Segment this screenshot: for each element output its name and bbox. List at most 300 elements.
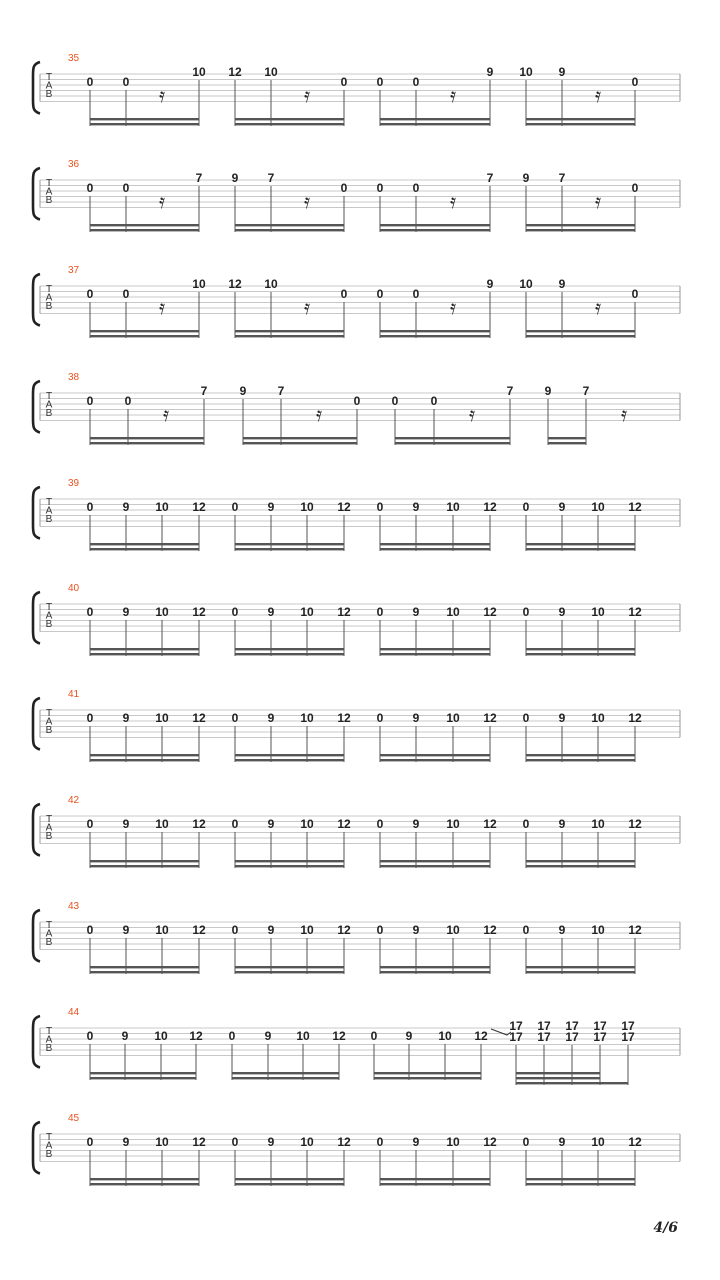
tab-clef-letter: T <box>45 72 53 83</box>
fret-number: 9 <box>122 500 130 514</box>
fret-number: 0 <box>231 711 239 725</box>
tab-system <box>33 795 680 868</box>
measure-number: 40 <box>68 583 80 594</box>
fret-number: 0 <box>376 287 384 301</box>
beam <box>90 754 199 756</box>
fret-number: 0 <box>376 923 384 937</box>
fret-number: 0 <box>231 817 239 831</box>
fret-number: 10 <box>300 605 314 619</box>
fret-number: 10 <box>446 605 460 619</box>
beam <box>235 123 344 125</box>
fret-number: 9 <box>267 817 275 831</box>
tab-system <box>33 478 680 551</box>
tab-clef-letter: T <box>45 708 53 719</box>
beam <box>380 754 490 756</box>
beam <box>516 1077 600 1079</box>
fret-number: 0 <box>376 181 384 195</box>
tab-clef-letter: T <box>45 920 53 931</box>
tab-system <box>33 901 680 974</box>
tab-clef-letter: T <box>45 814 53 825</box>
fret-number: 0 <box>86 1029 94 1043</box>
fret-number: 17 <box>537 1019 551 1033</box>
fret-number: 10 <box>591 817 605 831</box>
beam <box>548 442 586 444</box>
tab-clef-letter: B <box>45 937 53 948</box>
tab-clef-letter: A <box>45 822 53 834</box>
beam <box>380 971 490 973</box>
fret-number: 9 <box>122 817 130 831</box>
fret-number: 0 <box>340 287 348 301</box>
fret-number: 9 <box>544 384 552 398</box>
beam <box>516 1082 628 1084</box>
system-bracket <box>33 592 40 644</box>
beam <box>235 648 344 650</box>
fret-number: 9 <box>122 605 130 619</box>
fret-number: 10 <box>155 817 169 831</box>
beam <box>235 860 344 862</box>
fret-number: 10 <box>192 65 206 79</box>
beam <box>526 1183 635 1185</box>
fret-number: 12 <box>192 711 206 725</box>
beam <box>526 648 635 650</box>
sixteenth-rest: 𝄿 <box>594 83 602 107</box>
fret-number: 0 <box>231 605 239 619</box>
beam <box>90 543 199 545</box>
fret-number: 10 <box>155 605 169 619</box>
fret-number: 12 <box>628 500 642 514</box>
beam <box>235 543 344 545</box>
fret-number: 0 <box>340 181 348 195</box>
sixteenth-rest: 𝄿 <box>468 402 476 426</box>
fret-number: 0 <box>430 394 438 408</box>
beam <box>526 543 635 545</box>
fret-number: 9 <box>412 711 420 725</box>
beam <box>526 118 635 120</box>
beam <box>380 966 490 968</box>
fret-number: 9 <box>412 923 420 937</box>
fret-number: 10 <box>155 923 169 937</box>
beam <box>90 1178 199 1180</box>
beam <box>526 1178 635 1180</box>
fret-number: 10 <box>155 711 169 725</box>
beam <box>548 437 586 439</box>
beam <box>395 437 510 439</box>
sixteenth-rest: 𝄿 <box>315 402 323 426</box>
fret-number: 0 <box>86 394 94 408</box>
beam <box>232 1072 339 1074</box>
system-bracket <box>33 1122 40 1174</box>
sixteenth-rest: 𝄿 <box>449 189 457 213</box>
fret-number: 12 <box>628 923 642 937</box>
fret-number: 9 <box>412 500 420 514</box>
fret-number: 12 <box>337 817 351 831</box>
fret-number: 7 <box>558 171 566 185</box>
beam <box>380 229 490 231</box>
beam <box>235 118 344 120</box>
fret-number: 17 <box>621 1019 635 1033</box>
fret-number: 0 <box>124 394 132 408</box>
fret-number: 0 <box>86 817 94 831</box>
fret-number: 0 <box>522 605 530 619</box>
beam <box>235 966 344 968</box>
fret-number: 9 <box>122 923 130 937</box>
fret-number: 12 <box>192 817 206 831</box>
system-bracket <box>33 698 40 750</box>
tab-clef-letter: T <box>45 602 53 613</box>
fret-number: 0 <box>522 711 530 725</box>
tab-clef-letter: B <box>45 301 53 312</box>
fret-number: 12 <box>628 605 642 619</box>
fret-number: 12 <box>628 1135 642 1149</box>
fret-number: 10 <box>591 1135 605 1149</box>
fret-number: 9 <box>231 171 239 185</box>
measure-number: 36 <box>68 159 80 170</box>
measure-number: 45 <box>68 1113 80 1124</box>
fret-number: 12 <box>483 605 497 619</box>
fret-number: 9 <box>558 817 566 831</box>
fret-number: 12 <box>483 923 497 937</box>
fret-number: 9 <box>412 605 420 619</box>
system-bracket <box>33 381 40 433</box>
fret-number: 12 <box>228 65 242 79</box>
fret-number: 0 <box>86 605 94 619</box>
tab-clef-letter: B <box>45 619 53 630</box>
beam <box>380 335 490 337</box>
beam <box>90 1072 196 1074</box>
fret-number: 9 <box>412 1135 420 1149</box>
beam <box>380 548 490 550</box>
tab-clef-letter: T <box>45 178 53 189</box>
sixteenth-rest: 𝄿 <box>594 189 602 213</box>
beam <box>380 1183 490 1185</box>
beam <box>380 865 490 867</box>
fret-number: 17 <box>509 1019 523 1033</box>
beam <box>526 860 635 862</box>
system-bracket <box>33 168 40 220</box>
fret-number: 17 <box>593 1019 607 1033</box>
fret-number: 12 <box>474 1029 488 1043</box>
fret-number: 0 <box>522 817 530 831</box>
tab-system <box>33 265 680 338</box>
fret-number: 10 <box>446 1135 460 1149</box>
fret-number: 12 <box>483 1135 497 1149</box>
fret-number: 10 <box>155 500 169 514</box>
fret-number: 0 <box>86 711 94 725</box>
fret-number: 9 <box>486 65 494 79</box>
fret-number: 17 <box>565 1030 579 1044</box>
measure-number: 38 <box>68 372 80 383</box>
measure-number: 39 <box>68 478 80 489</box>
tab-clef-letter: A <box>45 292 53 304</box>
beam <box>526 971 635 973</box>
fret-number: 9 <box>486 277 494 291</box>
fret-number: 9 <box>267 500 275 514</box>
fret-number: 12 <box>332 1029 346 1043</box>
tab-system <box>33 159 680 232</box>
beam <box>90 971 199 973</box>
tab-clef-letter: B <box>45 89 53 100</box>
sixteenth-rest: 𝄿 <box>158 189 166 213</box>
fret-number: 7 <box>200 384 208 398</box>
fret-number: 0 <box>391 394 399 408</box>
fret-number: 10 <box>446 923 460 937</box>
beam <box>90 653 199 655</box>
fret-number: 10 <box>446 500 460 514</box>
fret-number: 0 <box>631 181 639 195</box>
beam <box>235 754 344 756</box>
fret-number: 0 <box>122 181 130 195</box>
beam <box>526 229 635 231</box>
beam <box>90 442 204 444</box>
fret-number: 12 <box>192 605 206 619</box>
fret-number: 17 <box>621 1030 635 1044</box>
measure-number: 42 <box>68 795 80 806</box>
beam <box>380 759 490 761</box>
fret-number: 0 <box>122 287 130 301</box>
fret-number: 0 <box>122 75 130 89</box>
system-bracket <box>33 804 40 856</box>
beam <box>90 229 199 231</box>
fret-number: 12 <box>337 605 351 619</box>
fret-number: 10 <box>446 711 460 725</box>
beam <box>90 330 199 332</box>
beam <box>90 1183 199 1185</box>
fret-number: 0 <box>376 500 384 514</box>
beam <box>90 865 199 867</box>
beam <box>380 224 490 226</box>
beam <box>235 1178 344 1180</box>
fret-number: 10 <box>155 1135 169 1149</box>
fret-number: 10 <box>300 1135 314 1149</box>
fret-number: 7 <box>486 171 494 185</box>
beam <box>90 1077 196 1079</box>
beam <box>395 442 510 444</box>
tab-clef-letter: T <box>45 391 53 402</box>
beam <box>380 543 490 545</box>
beam <box>90 648 199 650</box>
fret-number: 9 <box>121 1029 129 1043</box>
fret-number: 0 <box>376 711 384 725</box>
sixteenth-rest: 𝄿 <box>594 295 602 319</box>
fret-number: 12 <box>337 500 351 514</box>
beam <box>235 224 344 226</box>
beam <box>380 860 490 862</box>
beam <box>90 335 199 337</box>
tab-clef-letter: A <box>45 716 53 728</box>
fret-number: 9 <box>558 923 566 937</box>
tab-system <box>33 1113 680 1186</box>
fret-number: 9 <box>264 1029 272 1043</box>
beam <box>526 123 635 125</box>
fret-number: 9 <box>239 384 247 398</box>
fret-number: 17 <box>509 1030 523 1044</box>
fret-number: 10 <box>591 605 605 619</box>
fret-number: 10 <box>591 923 605 937</box>
beam <box>374 1072 481 1074</box>
fret-number: 0 <box>353 394 361 408</box>
fret-number: 12 <box>192 1135 206 1149</box>
fret-number: 9 <box>122 711 130 725</box>
beam <box>232 1077 339 1079</box>
fret-number: 12 <box>628 817 642 831</box>
fret-number: 0 <box>412 181 420 195</box>
fret-number: 7 <box>582 384 590 398</box>
fret-number: 12 <box>337 923 351 937</box>
beam <box>374 1077 481 1079</box>
fret-number: 0 <box>86 1135 94 1149</box>
beam <box>90 224 199 226</box>
tab-clef-letter: A <box>45 1034 53 1046</box>
measure-number: 41 <box>68 689 80 700</box>
measure-number: 37 <box>68 265 80 276</box>
measure-number: 44 <box>68 1007 80 1018</box>
fret-number: 12 <box>192 500 206 514</box>
beam <box>380 1178 490 1180</box>
beam <box>90 860 199 862</box>
fret-number: 9 <box>267 1135 275 1149</box>
system-bracket <box>33 910 40 962</box>
fret-number: 0 <box>86 181 94 195</box>
fret-number: 0 <box>231 923 239 937</box>
fret-number: 10 <box>296 1029 310 1043</box>
tab-clef-letter: T <box>45 497 53 508</box>
fret-number: 9 <box>558 1135 566 1149</box>
beam <box>235 971 344 973</box>
beam <box>526 653 635 655</box>
fret-number: 9 <box>522 171 530 185</box>
fret-number: 7 <box>195 171 203 185</box>
fret-number: 17 <box>593 1030 607 1044</box>
fret-number: 9 <box>122 1135 130 1149</box>
fret-number: 0 <box>86 287 94 301</box>
tab-clef-letter: B <box>45 1043 53 1054</box>
fret-number: 0 <box>231 500 239 514</box>
fret-number: 0 <box>231 1135 239 1149</box>
page-number: 4/6 <box>653 1220 678 1236</box>
beam <box>380 123 490 125</box>
tab-clef-letter: A <box>45 505 53 517</box>
fret-number: 12 <box>483 711 497 725</box>
tab-clef-letter: A <box>45 928 53 940</box>
beam <box>526 966 635 968</box>
tab-clef-letter: A <box>45 399 53 411</box>
fret-number: 9 <box>412 817 420 831</box>
tab-clef-letter: A <box>45 80 53 92</box>
fret-number: 0 <box>376 75 384 89</box>
beam <box>90 118 199 120</box>
beam <box>235 865 344 867</box>
tab-clef-letter: B <box>45 1149 53 1160</box>
beam <box>90 437 204 439</box>
fret-number: 7 <box>267 171 275 185</box>
sixteenth-rest: 𝄿 <box>158 83 166 107</box>
tab-clef-letter: A <box>45 186 53 198</box>
fret-number: 12 <box>337 711 351 725</box>
fret-number: 0 <box>340 75 348 89</box>
fret-number: 10 <box>300 500 314 514</box>
tab-clef-letter: A <box>45 610 53 622</box>
tab-system <box>33 372 680 445</box>
beam <box>235 653 344 655</box>
system-bracket <box>33 1016 40 1068</box>
fret-number: 10 <box>300 817 314 831</box>
slide-marking <box>491 1029 511 1035</box>
fret-number: 9 <box>558 500 566 514</box>
fret-number: 10 <box>154 1029 168 1043</box>
fret-number: 10 <box>300 711 314 725</box>
sixteenth-rest: 𝄿 <box>620 402 628 426</box>
beam <box>235 330 344 332</box>
fret-number: 0 <box>370 1029 378 1043</box>
beam <box>243 437 357 439</box>
fret-number: 10 <box>519 277 533 291</box>
fret-number: 0 <box>86 500 94 514</box>
tab-system <box>33 583 680 656</box>
beam <box>380 118 490 120</box>
tab-system <box>33 689 680 762</box>
sixteenth-rest: 𝄿 <box>449 83 457 107</box>
beam <box>526 865 635 867</box>
tab-clef-letter: T <box>45 1132 53 1143</box>
fret-number: 9 <box>267 605 275 619</box>
fret-number: 12 <box>189 1029 203 1043</box>
fret-number: 9 <box>267 923 275 937</box>
fret-number: 10 <box>446 817 460 831</box>
fret-number: 0 <box>376 1135 384 1149</box>
fret-number: 0 <box>376 605 384 619</box>
sixteenth-rest: 𝄿 <box>303 189 311 213</box>
fret-number: 0 <box>522 1135 530 1149</box>
beam <box>516 1072 600 1074</box>
fret-number: 17 <box>537 1030 551 1044</box>
beam <box>380 653 490 655</box>
system-bracket <box>33 487 40 539</box>
beam <box>526 754 635 756</box>
beam <box>380 330 490 332</box>
beam <box>243 442 357 444</box>
fret-number: 12 <box>192 923 206 937</box>
fret-number: 0 <box>412 287 420 301</box>
fret-number: 9 <box>558 65 566 79</box>
fret-number: 7 <box>506 384 514 398</box>
sixteenth-rest: 𝄿 <box>162 402 170 426</box>
fret-number: 12 <box>228 277 242 291</box>
fret-number: 0 <box>631 75 639 89</box>
fret-number: 0 <box>376 817 384 831</box>
sixteenth-rest: 𝄿 <box>303 83 311 107</box>
fret-number: 9 <box>405 1029 413 1043</box>
fret-number: 10 <box>264 277 278 291</box>
fret-number: 10 <box>591 711 605 725</box>
beam <box>235 548 344 550</box>
fret-number: 0 <box>228 1029 236 1043</box>
tab-clef-letter: B <box>45 195 53 206</box>
tab-clef-letter: B <box>45 831 53 842</box>
fret-number: 10 <box>300 923 314 937</box>
tab-clef-letter: B <box>45 725 53 736</box>
measure-number: 43 <box>68 901 80 912</box>
system-bracket <box>33 274 40 326</box>
fret-number: 10 <box>192 277 206 291</box>
beam <box>526 548 635 550</box>
fret-number: 12 <box>337 1135 351 1149</box>
tab-clef-letter: B <box>45 408 53 419</box>
beam <box>235 229 344 231</box>
tab-clef-letter: A <box>45 1140 53 1152</box>
fret-number: 0 <box>412 75 420 89</box>
fret-number: 10 <box>519 65 533 79</box>
beam <box>380 648 490 650</box>
